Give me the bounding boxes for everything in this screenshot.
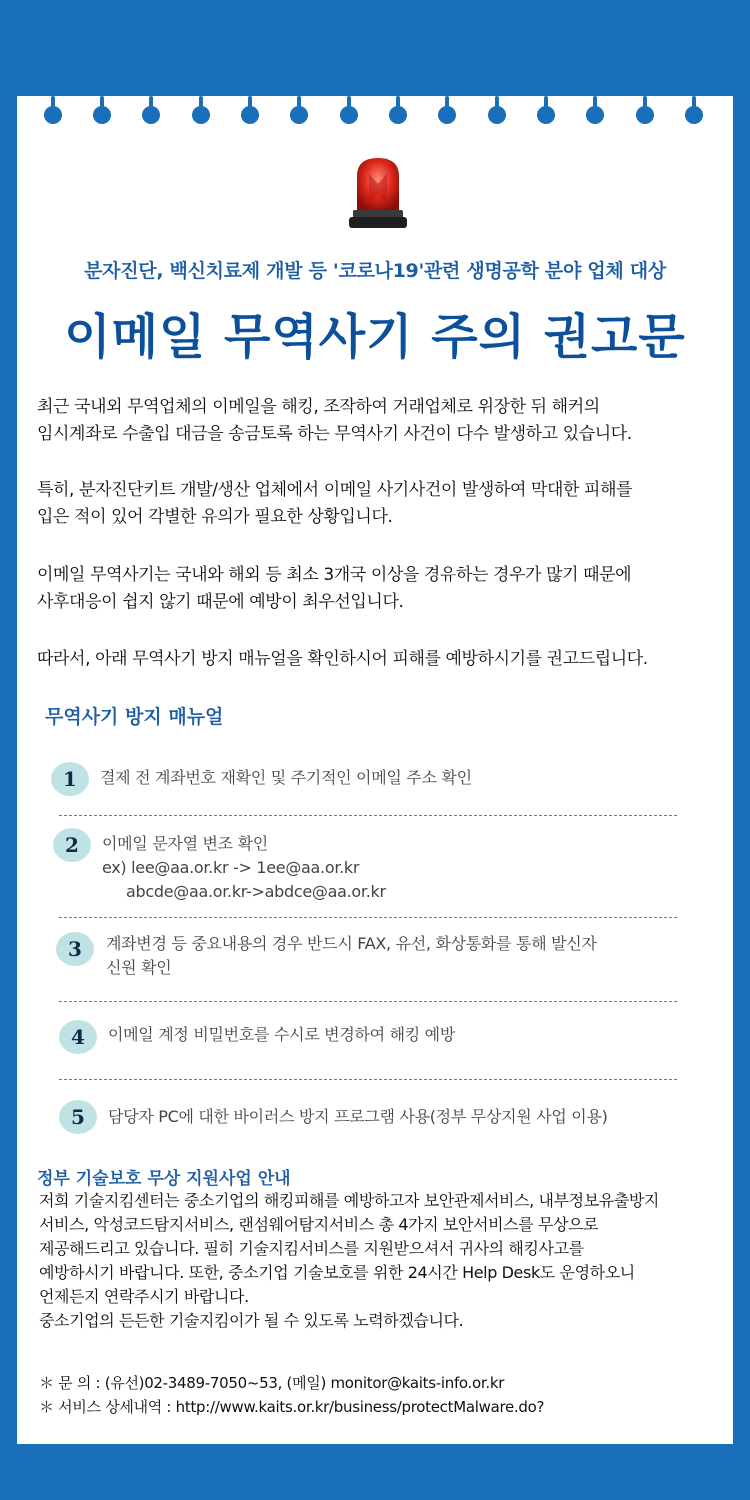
text-line: 결제 전 계좌번호 재확인 및 주기적인 이메일 주소 확인 bbox=[100, 768, 472, 787]
binder-hole bbox=[586, 106, 604, 124]
text-line: 이메일 무역사기는 국내와 해외 등 최소 3개국 이상을 경유하는 경우가 많기 때문에 bbox=[37, 565, 632, 585]
text-line: 사후대응이 쉽지 않기 때문에 예방이 최우선입니다. bbox=[37, 592, 404, 612]
subtitle: 분자진단, 백신치료제 개발 등 '코로나19'관련 생명공학 분야 업체 대상 bbox=[84, 260, 666, 282]
text-line: 제공해드리고 있습니다. 필히 기술지킴서비스를 지원받으셔서 귀사의 해킹사고를 bbox=[39, 1239, 584, 1258]
binder-hole bbox=[537, 106, 555, 124]
step-text bbox=[106, 932, 597, 980]
binder-hole bbox=[389, 106, 407, 124]
binder-hole bbox=[44, 106, 62, 124]
text-line: 예방하시기 바랍니다. 또한, 중소기업 기술보호를 위한 24시간 Help Desk도 운영하오니 bbox=[39, 1263, 635, 1282]
intro-paragraph bbox=[37, 477, 727, 531]
text-line: 입은 적이 있어 각별한 유의가 필요한 상황입니다. bbox=[37, 507, 393, 527]
contact-service-link[interactable]: ＊ 서비스 상세내역 : http://www.kaits.or.kr/business/protectMalware.do? bbox=[39, 1398, 545, 1416]
binder-hole bbox=[340, 106, 358, 124]
intro-paragraph bbox=[37, 562, 727, 616]
intro-paragraph bbox=[37, 646, 727, 673]
contact-inquiry: ＊ 문 의 : (유선)02-3489-7050~53, (메일) monitor@kaits-info.or.kr bbox=[39, 1374, 505, 1392]
divider bbox=[59, 815, 677, 816]
step-text bbox=[102, 832, 386, 904]
step-text bbox=[100, 766, 472, 790]
divider bbox=[59, 917, 677, 918]
step-text bbox=[108, 1023, 455, 1047]
siren-icon bbox=[347, 154, 409, 232]
text-line: 따라서, 아래 무역사기 방지 매뉴얼을 확인하시어 피해를 예방하시기를 권고드립니다. bbox=[37, 649, 648, 669]
text-line: 특히, 분자진단키트 개발/생산 업체에서 이메일 사기사건이 발생하여 막대한 피해를 bbox=[37, 480, 633, 500]
step-number-badge: 3 bbox=[56, 932, 94, 966]
text-line: abcde@aa.or.kr->abdce@aa.or.kr bbox=[126, 882, 386, 901]
divider bbox=[59, 1079, 677, 1080]
text-line: 이메일 문자열 변조 확인 bbox=[102, 834, 268, 853]
binder-hole bbox=[488, 106, 506, 124]
text-line: 신원 확인 bbox=[106, 958, 172, 977]
text-line: 중소기업의 든든한 기술지킴이가 될 수 있도록 노력하겠습니다. bbox=[39, 1311, 464, 1330]
binder-hole bbox=[636, 106, 654, 124]
text-line: 서비스, 악성코드탐지서비스, 랜섬웨어탐지서비스 총 4가지 보안서비스를 무상으로 bbox=[39, 1215, 599, 1234]
step-number-badge: 1 bbox=[51, 762, 89, 796]
text-line: 계좌변경 등 중요내용의 경우 반드시 FAX, 유선, 화상통화를 통해 발신자 bbox=[106, 934, 597, 953]
binder-hole bbox=[93, 106, 111, 124]
text-line: ex) lee@aa.or.kr -> 1ee@aa.or.kr bbox=[102, 858, 360, 877]
step-number-badge: 2 bbox=[53, 828, 91, 862]
step-number-badge: 4 bbox=[59, 1020, 97, 1054]
binder-holes bbox=[17, 96, 733, 136]
binder-hole bbox=[241, 106, 259, 124]
notice-paper bbox=[17, 96, 733, 1444]
binder-hole bbox=[685, 106, 703, 124]
step-text bbox=[108, 1105, 608, 1129]
step-number-badge: 5 bbox=[59, 1100, 97, 1134]
text-line: 임시계좌로 수출입 대금을 송금토록 하는 무역사기 사건이 다수 발생하고 있습니다. bbox=[37, 424, 632, 444]
page-title: 이메일 무역사기 주의 권고문 bbox=[64, 309, 686, 365]
binder-hole bbox=[142, 106, 160, 124]
gov-support-title: 정부 기술보호 무상 지원사업 안내 bbox=[37, 1169, 291, 1189]
manual-title: 무역사기 방지 매뉴얼 bbox=[45, 706, 224, 728]
text-line: 최근 국내외 무역업체의 이메일을 해킹, 조작하여 거래업체로 위장한 뒤 해커의 bbox=[37, 397, 600, 417]
intro-paragraph bbox=[37, 394, 727, 448]
binder-hole bbox=[290, 106, 308, 124]
gov-support-paragraph bbox=[39, 1189, 729, 1333]
text-line: 이메일 계정 비밀번호를 수시로 변경하여 해킹 예방 bbox=[108, 1025, 455, 1044]
binder-hole bbox=[192, 106, 210, 124]
text-line: 언제든지 연락주시기 바랍니다. bbox=[39, 1287, 249, 1306]
text-line: 저희 기술지킴센터는 중소기업의 해킹피해를 예방하고자 보안관제서비스, 내부정보유출방지 bbox=[39, 1191, 659, 1210]
text-line: 담당자 PC에 대한 바이러스 방지 프로그램 사용(정부 무상지원 사업 이용) bbox=[108, 1107, 608, 1126]
binder-hole bbox=[438, 106, 456, 124]
divider bbox=[59, 1001, 677, 1002]
